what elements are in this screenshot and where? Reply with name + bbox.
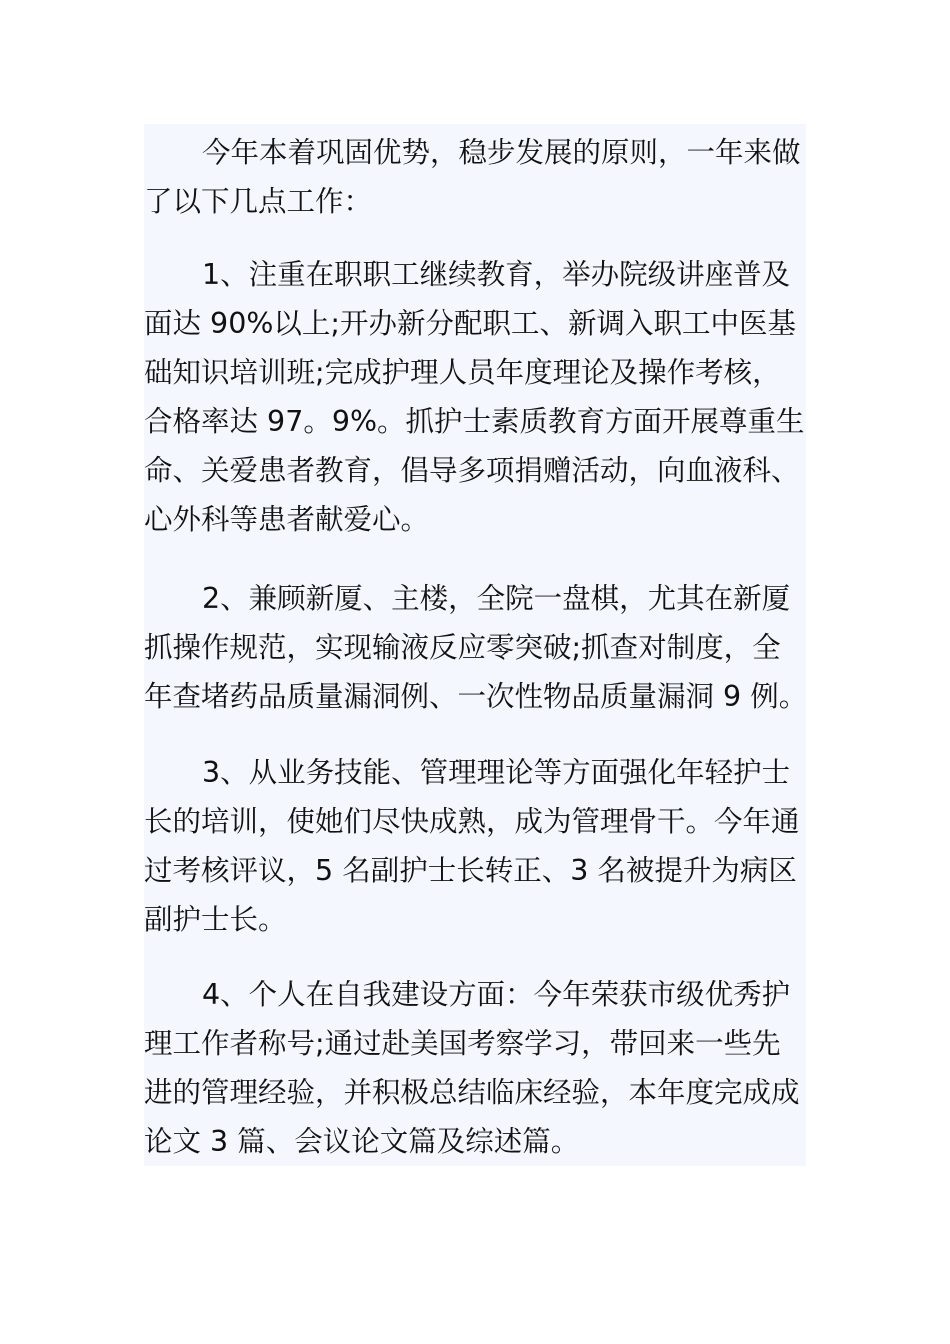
text-line: 进的管理经验，并积极总结临床经验，本年度完成成 [144,1076,800,1109]
text-line: 长的培训，使她们尽快成熟，成为管理骨干。今年通 [144,805,800,838]
text-line: 理工作者称号;通过赴美国考察学习，带回来一些先 [144,1027,781,1060]
document-body [144,124,806,1166]
text-line: 命、关爱患者教育，倡导多项捐赠活动，向血液科、 [144,454,800,487]
text-line: 面达 90%以上;开办新分配职工、新调入职工中医基 [144,307,797,340]
text-line: 副护士长。 [144,903,287,936]
text-line: 今年本着巩固优势，稳步发展的原则，一年来做 [202,136,801,169]
paragraph-item-4 [144,970,806,1166]
text-line: 4、个人在自我建设方面：今年荣获市级优秀护 [202,978,791,1011]
text-line: 3、从业务技能、管理理论等方面强化年轻护士 [202,756,791,789]
text-line: 年查堵药品质量漏洞例、一次性物品质量漏洞 9 例。 [144,680,808,713]
text-line: 1、注重在职职工继续教育，举办院级讲座普及 [202,258,791,291]
text-line: 了以下几点工作： [144,185,373,218]
text-line: 过考核评议，5 名副护士长转正、3 名被提升为病区 [144,854,797,887]
paragraph-item-2 [144,574,806,721]
text-line: 心外科等患者献爱心。 [144,503,430,536]
paragraph-intro [144,128,806,226]
paragraph-item-1 [144,250,806,544]
text-line: 2、兼顾新厦、主楼，全院一盘棋，尤其在新厦 [202,582,791,615]
text-line: 抓操作规范，实现输液反应零突破;抓查对制度，全 [144,631,781,664]
text-line: 合格率达 97。9%。抓护士素质教育方面开展尊重生 [144,405,805,438]
text-line: 础知识培训班;完成护理人员年度理论及操作考核， [144,356,781,389]
paragraph-item-3 [144,748,806,944]
text-line: 论文 3 篇、会议论文篇及综述篇。 [144,1125,580,1158]
